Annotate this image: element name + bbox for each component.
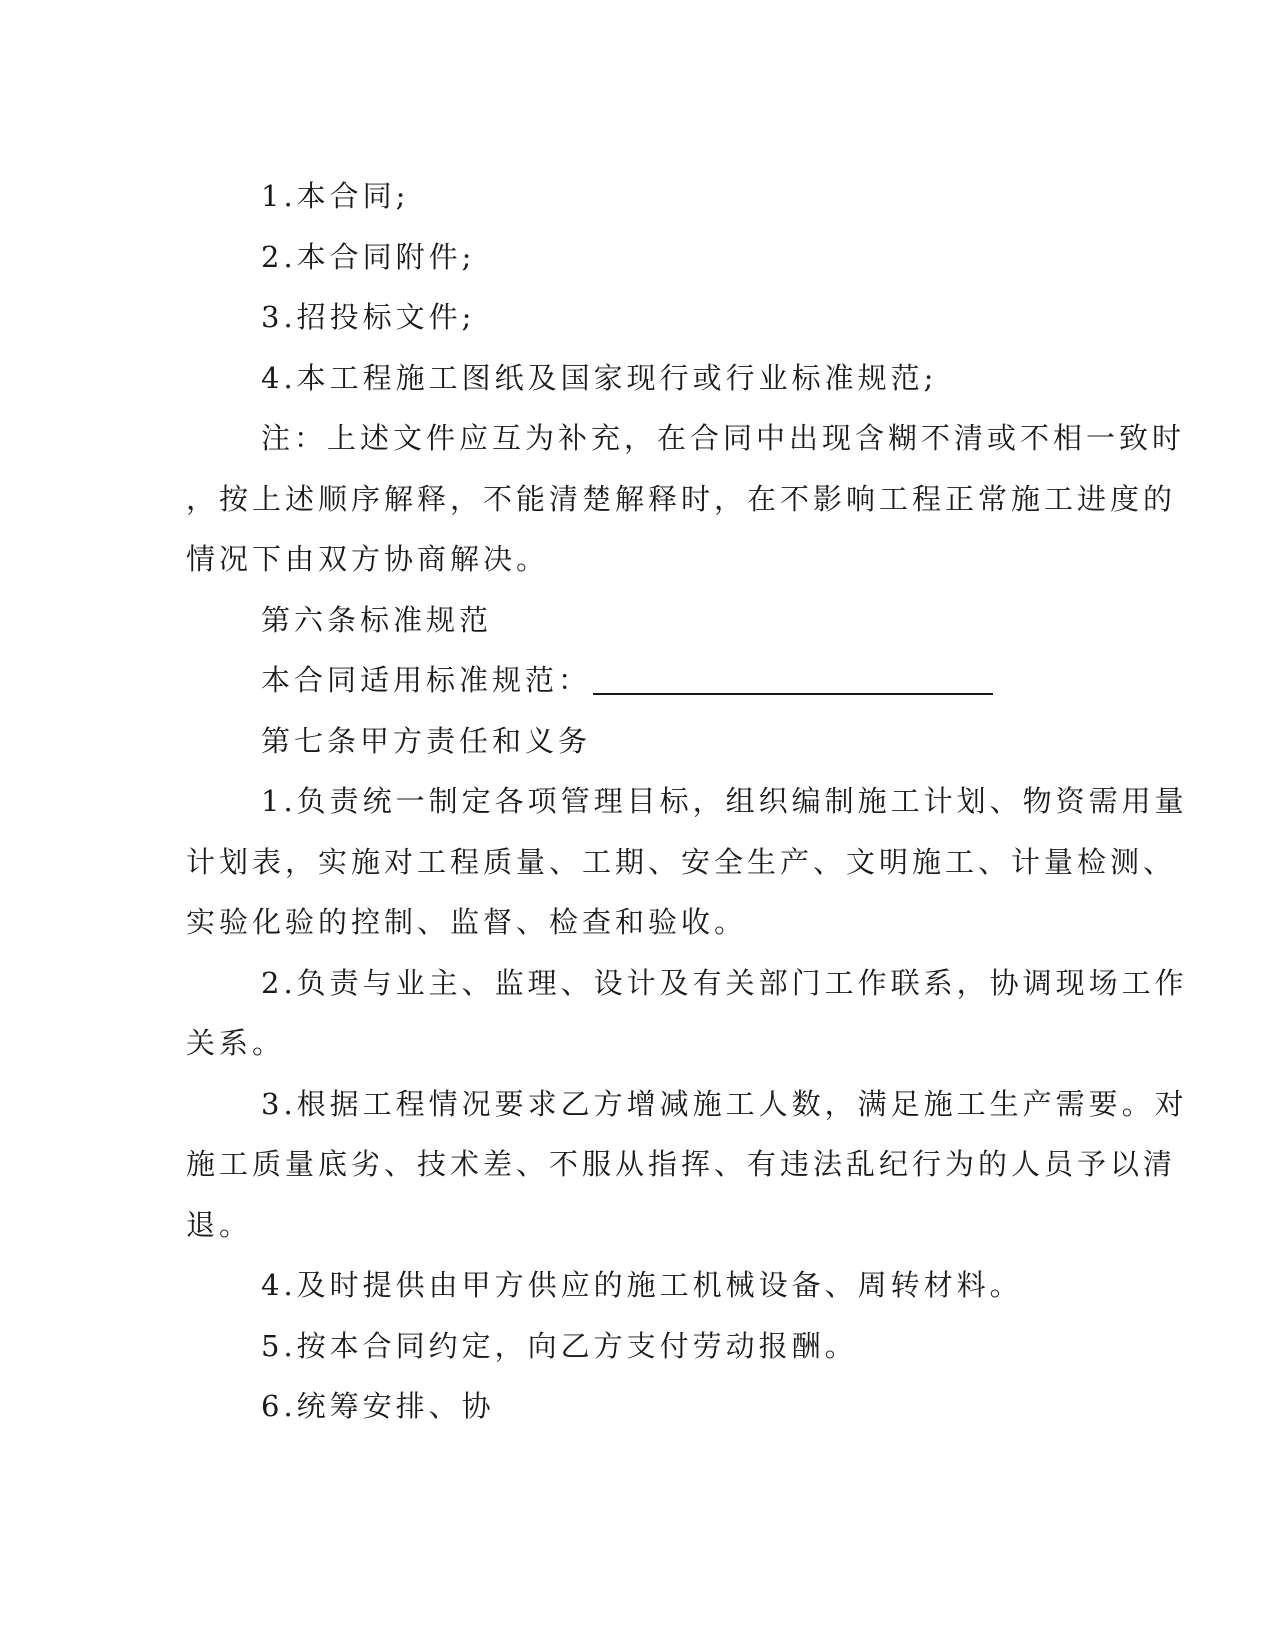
contract-text: [186, 166, 1188, 1437]
duty-4-line: 4.及时提供由甲方供应的施工机械设备、周转材料。: [261, 1268, 1023, 1302]
duty-3-line-1: 3.根据工程情况要求乙方增减施工人数，满足施工生产需要。对: [261, 1086, 1188, 1121]
standards-blank: [593, 669, 993, 695]
duty-2-line-1: 2.负责与业主、监理、设计及有关部门工作联系，协调现场工作: [261, 965, 1188, 1000]
doc-item-1: 1.本合同;: [261, 179, 410, 213]
article-7-heading: 第七条甲方责任和义务: [261, 723, 592, 758]
note-line-1: 注：上述文件应互为补充，在合同中出现含糊不清或不相一致时: [261, 421, 1186, 455]
duty-1-line-2: 计划表，实施对工程质量、工期、安全生产、文明施工、计量检测、: [186, 844, 1177, 879]
duty-6-line: 6.统筹安排、协: [261, 1389, 495, 1423]
duty-1-line-1: 1.负责统一制定各项管理目标，组织编制施工计划、物资需用量: [261, 784, 1188, 818]
duty-1-line-3: 实验化验的控制、监督、检查和验收。: [186, 905, 748, 939]
doc-item-2: 2.本合同附件;: [261, 239, 476, 274]
standards-label: 本合同适用标准规范：: [261, 663, 592, 697]
doc-item-4: 4.本工程施工图纸及国家现行或行业标准规范;: [261, 360, 938, 395]
doc-item-3: 3.招投标文件;: [261, 300, 476, 334]
standards-line: [186, 650, 1086, 711]
note-line-2: ，按上述顺序解释，不能清楚解释时，在不影响工程正常施工进度的: [186, 481, 1177, 516]
duty-3-line-3: 退。: [186, 1207, 253, 1242]
duty-3-line-2: 施工质量底劣、技术差、不服从指挥、有违法乱纪行为的人员予以清: [186, 1147, 1177, 1181]
article-6-heading: 第六条标准规范: [261, 602, 493, 637]
note-line-3: 情况下由双方协商解决。: [186, 542, 550, 576]
duty-2-line-2: 关系。: [186, 1026, 286, 1060]
duty-5-line: 5.按本合同约定，向乙方支付劳动报酬。: [261, 1328, 858, 1363]
